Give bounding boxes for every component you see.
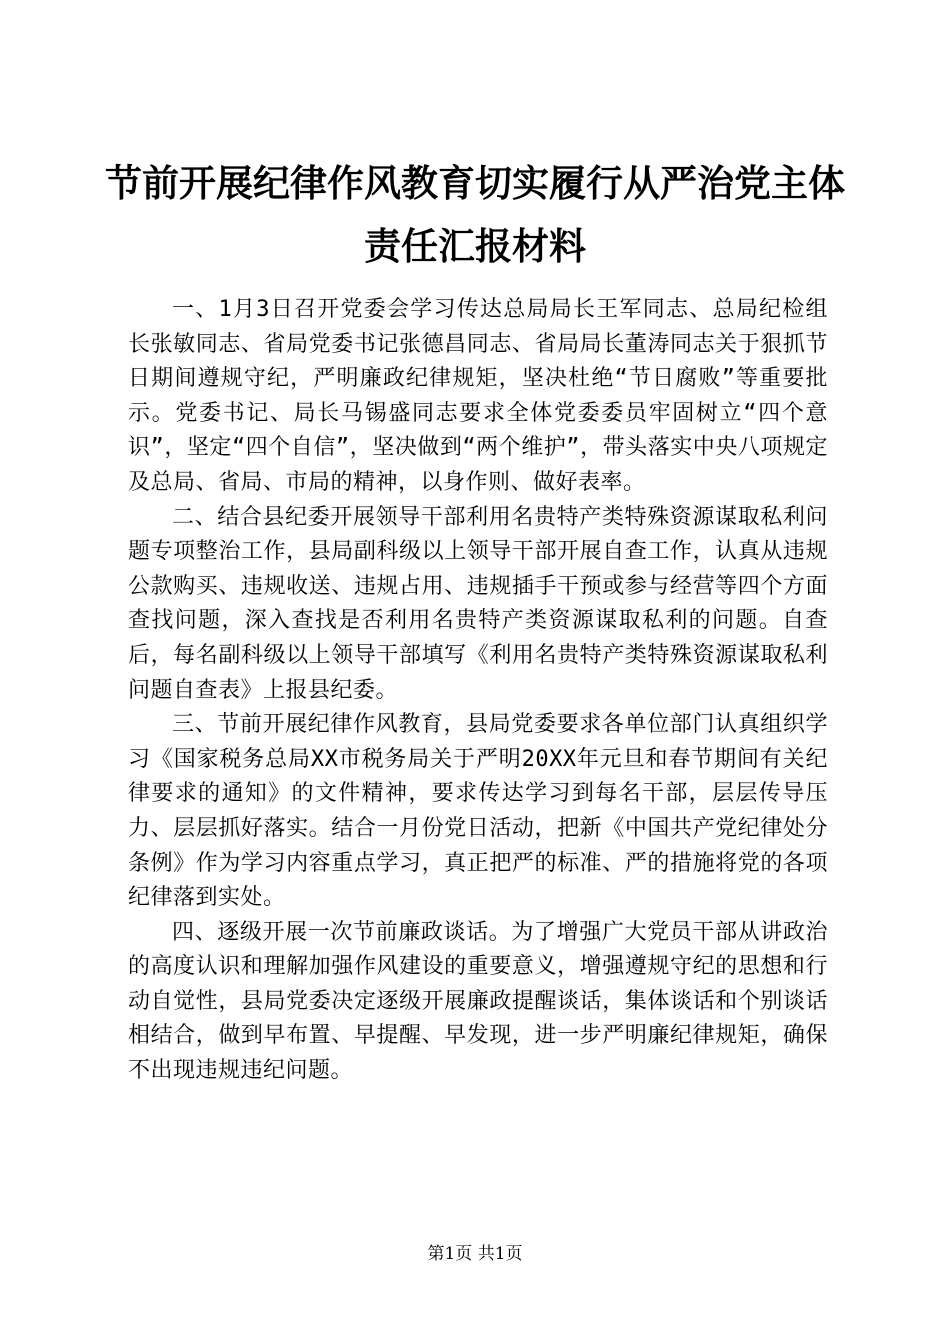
paragraph-1: 一、1月3日召开党委会学习传达总局局长王军同志、总局纪检组长张敏同志、省局党委书记张德昌同志、省局局长董涛同志关于狠抓节日期间遵规守纪，严明廉政纪律规矩，坚决杜绝“节日腐败”等重要批示。党委书记、局长马锡盛同志要求全体党委委员牢固树立“四个意识”，坚定“四个自信”，坚决做到“两个维护”，带头落实中央八项规定及总局、省局、市局的精神，以身作则、做好表率。 bbox=[128, 297, 828, 495]
page-number-footer: 第1页 共1页 bbox=[427, 1244, 523, 1264]
document-body bbox=[128, 293, 828, 1089]
document-title-line-1: 节前开展纪律作风教育切实履行从严治党主体 bbox=[105, 161, 845, 205]
document-title-line-2: 责任汇报材料 bbox=[364, 224, 586, 268]
paragraph-3: 三、节前开展纪律作风教育，县局党委要求各单位部门认真组织学习《国家税务总局XX市税务局关于严明20XX年元旦和春节期间有关纪律要求的通知》的文件精神，要求传达学习到每名干部，层层传导压力、层层抓好落实。结合一月份党日活动，把新《中国共产党纪律处分条例》作为学习内容重点学习，真正把严的标准、严的措施将党的各项纪律落到实处。 bbox=[128, 712, 828, 911]
paragraph-2: 二、结合县纪委开展领导干部利用名贵特产类特殊资源谋取私利问题专项整治工作，县局副科级以上领导干部开展自查工作，认真从违规公款购买、违规收送、违规占用、违规插手干预或参与经营等四个方面查找问题，深入查找是否利用名贵特产类资源谋取私利的问题。自查后，每名副科级以上领导干部填写《利用名贵特产类特殊资源谋取私利问题自查表》上报县纪委。 bbox=[128, 504, 828, 703]
paragraph-4: 四、逐级开展一次节前廉政谈话。为了增强广大党员干部从讲政治的高度认识和理解加强作风建设的重要意义，增强遵规守纪的思想和行动自觉性，县局党委决定逐级开展廉政提醒谈话，集体谈话和个别谈话相结合，做到早布置、早提醒、早发现，进一步严明廉纪律规矩，确保不出现违规违纪问题。 bbox=[128, 919, 828, 1084]
